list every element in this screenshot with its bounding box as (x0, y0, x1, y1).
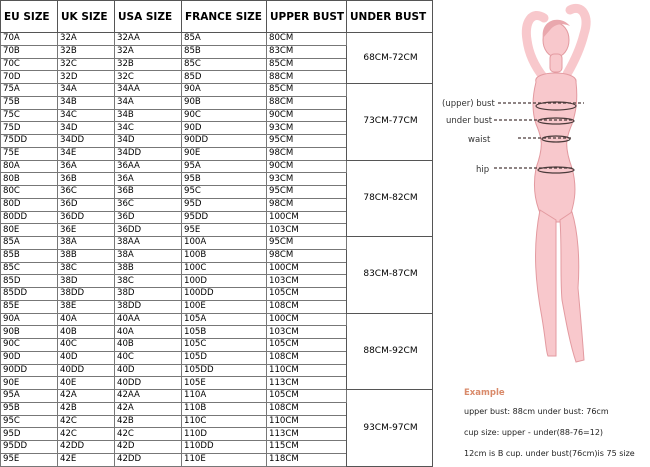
cell-eu-size: 75D (1, 122, 58, 135)
cell-uk-size: 36E (58, 224, 115, 237)
cell-eu-size: 90B (1, 326, 58, 339)
cell-usa-size: 36C (115, 198, 182, 211)
cell-france-size: 95E (182, 224, 267, 237)
cell-eu-size: 75C (1, 109, 58, 122)
cell-uk-size: 38B (58, 249, 115, 262)
cell-france-size: 105E (182, 377, 267, 390)
cell-eu-size: 85DD (1, 288, 58, 301)
cell-upper-bust: 100CM (267, 313, 347, 326)
cell-uk-size: 42DD (58, 441, 115, 454)
table-row (1, 390, 433, 403)
cell-france-size: 90B (182, 96, 267, 109)
cell-usa-size: 38C (115, 275, 182, 288)
cell-uk-size: 40DD (58, 364, 115, 377)
cell-eu-size: 70C (1, 58, 58, 71)
cell-upper-bust: 105CM (267, 390, 347, 403)
cell-uk-size: 34B (58, 96, 115, 109)
cell-usa-size: 32AA (115, 33, 182, 46)
cell-eu-size: 85E (1, 300, 58, 313)
cell-eu-size: 80B (1, 173, 58, 186)
cell-upper-bust: 110CM (267, 364, 347, 377)
cell-france-size: 85B (182, 45, 267, 58)
cell-usa-size: 40AA (115, 313, 182, 326)
cell-usa-size: 42A (115, 402, 182, 415)
cell-france-size: 105A (182, 313, 267, 326)
cell-under-bust: 68CM-72CM (347, 33, 433, 84)
cell-france-size: 95A (182, 160, 267, 173)
cell-upper-bust: 108CM (267, 351, 347, 364)
cell-under-bust: 78CM-82CM (347, 160, 433, 237)
cell-usa-size: 42D (115, 441, 182, 454)
cell-eu-size: 95B (1, 402, 58, 415)
cell-france-size: 90A (182, 84, 267, 97)
cell-upper-bust: 88CM (267, 71, 347, 84)
cell-upper-bust: 95CM (267, 186, 347, 199)
cell-france-size: 110A (182, 390, 267, 403)
cell-france-size: 105C (182, 339, 267, 352)
cell-uk-size: 32A (58, 33, 115, 46)
cell-eu-size: 90A (1, 313, 58, 326)
cell-upper-bust: 83CM (267, 45, 347, 58)
cell-uk-size: 36B (58, 173, 115, 186)
header-france-size: FRANCE SIZE (182, 1, 267, 33)
body-silhouette (526, 8, 586, 362)
cell-upper-bust: 105CM (267, 288, 347, 301)
cell-upper-bust: 98CM (267, 249, 347, 262)
cell-uk-size: 32D (58, 71, 115, 84)
cell-usa-size: 38B (115, 262, 182, 275)
example-title: Example (464, 388, 505, 398)
cell-uk-size: 34D (58, 122, 115, 135)
cell-upper-bust: 85CM (267, 58, 347, 71)
cell-usa-size: 32A (115, 45, 182, 58)
label-waist: waist (468, 135, 491, 145)
label-upper-bust: (upper) bust (442, 99, 495, 109)
cell-upper-bust: 100CM (267, 262, 347, 275)
cell-france-size: 100A (182, 237, 267, 250)
cell-uk-size: 42B (58, 402, 115, 415)
cell-uk-size: 40D (58, 351, 115, 364)
cell-usa-size: 32C (115, 71, 182, 84)
cell-usa-size: 40B (115, 339, 182, 352)
cell-uk-size: 32B (58, 45, 115, 58)
table-row (1, 160, 433, 173)
cell-upper-bust: 95CM (267, 135, 347, 148)
cell-uk-size: 42C (58, 428, 115, 441)
cell-france-size: 100B (182, 249, 267, 262)
cell-uk-size: 40C (58, 339, 115, 352)
label-hip: hip (476, 165, 490, 175)
cell-usa-size: 38AA (115, 237, 182, 250)
cell-eu-size: 95DD (1, 441, 58, 454)
cell-eu-size: 95C (1, 415, 58, 428)
cell-under-bust: 88CM-92CM (347, 313, 433, 390)
cell-usa-size: 32B (115, 58, 182, 71)
cell-france-size: 85C (182, 58, 267, 71)
cell-upper-bust: 90CM (267, 160, 347, 173)
cell-uk-size: 38A (58, 237, 115, 250)
table-row (1, 33, 433, 46)
cell-usa-size: 34B (115, 109, 182, 122)
cell-eu-size: 90E (1, 377, 58, 390)
cell-upper-bust: 80CM (267, 33, 347, 46)
cell-france-size: 85D (182, 71, 267, 84)
cell-usa-size: 42C (115, 428, 182, 441)
cell-upper-bust: 103CM (267, 326, 347, 339)
cell-france-size: 110C (182, 415, 267, 428)
cell-uk-size: 42C (58, 415, 115, 428)
cell-usa-size: 40DD (115, 377, 182, 390)
cell-france-size: 105B (182, 326, 267, 339)
cell-france-size: 95B (182, 173, 267, 186)
cell-eu-size: 80E (1, 224, 58, 237)
cell-usa-size: 36A (115, 173, 182, 186)
header-under-bust: UNDER BUST (347, 1, 433, 33)
cell-uk-size: 38C (58, 262, 115, 275)
cell-upper-bust: 115CM (267, 441, 347, 454)
cell-france-size: 110D (182, 428, 267, 441)
cell-eu-size: 95A (1, 390, 58, 403)
header-row (1, 1, 433, 33)
cell-eu-size: 80D (1, 198, 58, 211)
cell-usa-size: 36B (115, 186, 182, 199)
cell-france-size: 90C (182, 109, 267, 122)
header-usa-size: USA SIZE (115, 1, 182, 33)
cell-eu-size: 80DD (1, 211, 58, 224)
cell-upper-bust: 108CM (267, 300, 347, 313)
cell-upper-bust: 98CM (267, 147, 347, 160)
cell-france-size: 110B (182, 402, 267, 415)
cell-under-bust: 83CM-87CM (347, 237, 433, 314)
cell-usa-size: 34DD (115, 147, 182, 160)
cell-uk-size: 32C (58, 58, 115, 71)
cell-uk-size: 36DD (58, 211, 115, 224)
cell-uk-size: 38E (58, 300, 115, 313)
cell-usa-size: 34A (115, 96, 182, 109)
cell-uk-size: 36A (58, 160, 115, 173)
cell-upper-bust: 93CM (267, 173, 347, 186)
cell-eu-size: 70B (1, 45, 58, 58)
cell-france-size: 110DD (182, 441, 267, 454)
cell-upper-bust: 95CM (267, 237, 347, 250)
cell-eu-size: 75DD (1, 135, 58, 148)
cell-upper-bust: 108CM (267, 402, 347, 415)
cell-usa-size: 40C (115, 351, 182, 364)
cell-eu-size: 90C (1, 339, 58, 352)
cell-france-size: 95DD (182, 211, 267, 224)
cell-upper-bust: 98CM (267, 198, 347, 211)
cell-france-size: 90E (182, 147, 267, 160)
cell-france-size: 105D (182, 351, 267, 364)
example-line-3: 12cm is B cup. under bust(76cm)is 75 size (464, 449, 635, 458)
cell-uk-size: 36C (58, 186, 115, 199)
cell-france-size: 85A (182, 33, 267, 46)
cell-usa-size: 40A (115, 326, 182, 339)
cell-usa-size: 40D (115, 364, 182, 377)
table-row (1, 237, 433, 250)
example-line-1: upper bust: 88cm under bust: 76cm (464, 407, 609, 416)
cell-upper-bust: 100CM (267, 211, 347, 224)
cell-upper-bust: 103CM (267, 224, 347, 237)
cell-usa-size: 36AA (115, 160, 182, 173)
cell-france-size: 100D (182, 275, 267, 288)
label-under-bust: under bust (446, 116, 493, 126)
cell-eu-size: 75B (1, 96, 58, 109)
cell-eu-size: 90DD (1, 364, 58, 377)
cell-uk-size: 40B (58, 326, 115, 339)
cell-usa-size: 34D (115, 135, 182, 148)
cell-upper-bust: 90CM (267, 109, 347, 122)
example-line-2: cup size: upper - under(88-76=12) (464, 428, 604, 437)
cell-uk-size: 36D (58, 198, 115, 211)
cell-usa-size: 34C (115, 122, 182, 135)
cell-eu-size: 85C (1, 262, 58, 275)
cell-upper-bust: 88CM (267, 96, 347, 109)
cell-eu-size: 70D (1, 71, 58, 84)
cell-uk-size: 42E (58, 453, 115, 466)
cell-eu-size: 80C (1, 186, 58, 199)
cell-france-size: 95C (182, 186, 267, 199)
cell-uk-size: 38DD (58, 288, 115, 301)
header-eu-size: EU SIZE (1, 1, 58, 33)
cell-eu-size: 70A (1, 33, 58, 46)
cell-upper-bust: 103CM (267, 275, 347, 288)
cell-france-size: 105DD (182, 364, 267, 377)
cell-usa-size: 42B (115, 415, 182, 428)
cell-usa-size: 42DD (115, 453, 182, 466)
cell-eu-size: 75E (1, 147, 58, 160)
cell-france-size: 100E (182, 300, 267, 313)
cell-france-size: 100C (182, 262, 267, 275)
cell-eu-size: 85B (1, 249, 58, 262)
cell-uk-size: 40A (58, 313, 115, 326)
cell-france-size: 100DD (182, 288, 267, 301)
cell-eu-size: 95E (1, 453, 58, 466)
cell-upper-bust: 113CM (267, 428, 347, 441)
cell-upper-bust: 93CM (267, 122, 347, 135)
cell-france-size: 90DD (182, 135, 267, 148)
table-row (1, 313, 433, 326)
body-measurement-figure (432, 0, 650, 467)
header-uk-size: UK SIZE (58, 1, 115, 33)
cell-uk-size: 40E (58, 377, 115, 390)
cell-eu-size: 75A (1, 84, 58, 97)
cell-eu-size: 80A (1, 160, 58, 173)
cell-uk-size: 34A (58, 84, 115, 97)
cell-france-size: 95D (182, 198, 267, 211)
table-body (1, 33, 433, 467)
cell-uk-size: 34E (58, 147, 115, 160)
cell-eu-size: 85A (1, 237, 58, 250)
cell-upper-bust: 105CM (267, 339, 347, 352)
cell-upper-bust: 85CM (267, 84, 347, 97)
cell-usa-size: 38DD (115, 300, 182, 313)
cell-upper-bust: 110CM (267, 415, 347, 428)
cell-usa-size: 38D (115, 288, 182, 301)
cell-uk-size: 38D (58, 275, 115, 288)
cell-usa-size: 38A (115, 249, 182, 262)
cell-usa-size: 34AA (115, 84, 182, 97)
cell-eu-size: 90D (1, 351, 58, 364)
header-upper-bust: UPPER BUST (267, 1, 347, 33)
cell-upper-bust: 118CM (267, 453, 347, 466)
cell-usa-size: 36D (115, 211, 182, 224)
cell-uk-size: 34C (58, 109, 115, 122)
cell-under-bust: 73CM-77CM (347, 84, 433, 161)
cell-eu-size: 85D (1, 275, 58, 288)
cell-uk-size: 42A (58, 390, 115, 403)
cell-france-size: 90D (182, 122, 267, 135)
cell-france-size: 110E (182, 453, 267, 466)
cell-usa-size: 42AA (115, 390, 182, 403)
cell-under-bust: 93CM-97CM (347, 390, 433, 467)
cell-usa-size: 36DD (115, 224, 182, 237)
cell-upper-bust: 113CM (267, 377, 347, 390)
table-row (1, 84, 433, 97)
cell-eu-size: 95D (1, 428, 58, 441)
cell-uk-size: 34DD (58, 135, 115, 148)
